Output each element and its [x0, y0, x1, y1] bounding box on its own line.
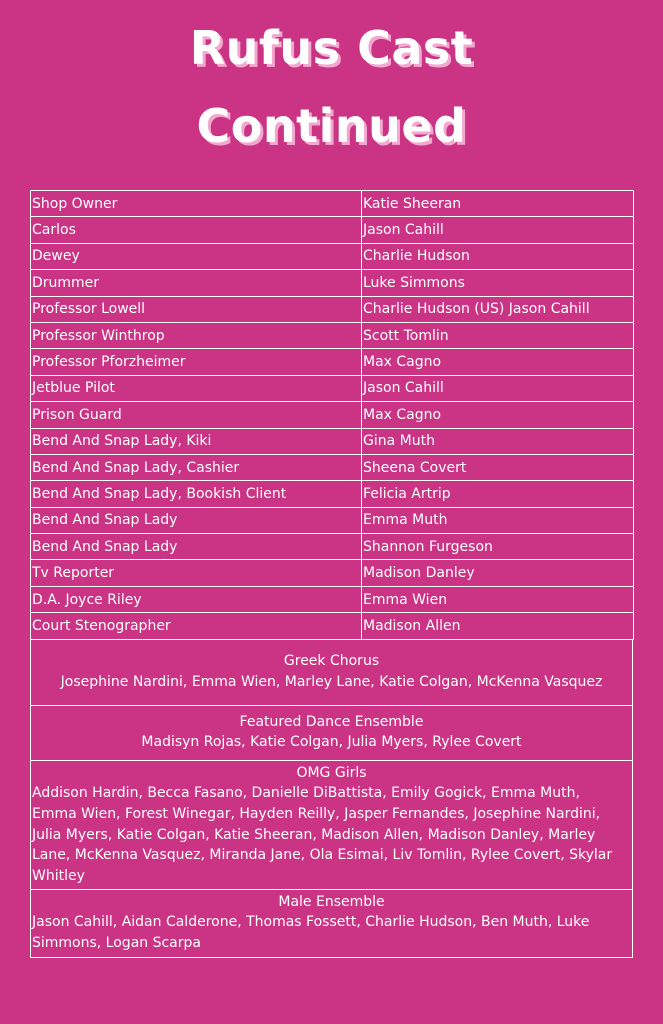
cast-row — [31, 534, 634, 560]
featured-dance-ensemble-names: Madisyn Rojas, Katie Colgan, Julia Myers, Rylee Covert — [141, 734, 522, 750]
actor-cell: Emma Wien — [362, 586, 634, 612]
actor-cell: Max Cagno — [362, 349, 634, 375]
cast-row — [31, 243, 634, 269]
role-cell: Bend And Snap Lady — [31, 534, 362, 560]
cast-row — [31, 270, 634, 296]
role-cell: D.A. Joyce Riley — [31, 586, 362, 612]
actor-cell: Katie Sheeran — [362, 191, 634, 217]
male-ensemble-names-line: Jason Cahill, Aidan Calderone, Thomas Fossett, Charlie Hudson, Ben Muth, Luke — [32, 914, 590, 930]
actor-cell: Jason Cahill — [362, 217, 634, 243]
role-cell: Court Stenographer — [31, 613, 362, 639]
page-title-line-1: Rufus Cast — [189, 21, 474, 75]
cast-table — [30, 190, 634, 640]
omg-girls-names-line: Whitley — [32, 868, 85, 885]
role-cell: Bend And Snap Lady — [31, 507, 362, 533]
cast-row — [31, 322, 634, 348]
role-cell: Professor Lowell — [31, 296, 362, 322]
male-ensemble-box — [30, 889, 633, 958]
male-ensemble-title: Male Ensemble — [278, 894, 385, 910]
cast-row — [31, 296, 634, 322]
role-cell: Bend And Snap Lady, Kiki — [31, 428, 362, 454]
omg-girls-box — [30, 760, 633, 890]
actor-cell: Shannon Furgeson — [362, 534, 634, 560]
actor-cell: Sheena Covert — [362, 454, 634, 480]
omg-girls-names-line: Lane, McKenna Vasquez, Miranda Jane, Ola Esimai, Liv Tomlin, Rylee Covert, Skylar — [32, 847, 613, 864]
cast-row — [31, 507, 634, 533]
cast-row — [31, 375, 634, 401]
omg-girls-title: OMG Girls — [296, 765, 367, 781]
actor-cell: Emma Muth — [362, 507, 634, 533]
cast-row — [31, 613, 634, 639]
role-cell: Bend And Snap Lady, Cashier — [31, 454, 362, 480]
greek-chorus-box — [30, 639, 633, 706]
role-cell: Dewey — [31, 243, 362, 269]
cast-row — [31, 191, 634, 217]
actor-cell: Charlie Hudson — [362, 243, 634, 269]
role-cell: Drummer — [31, 270, 362, 296]
actor-cell: Charlie Hudson (US) Jason Cahill — [362, 296, 634, 322]
role-cell: Bend And Snap Lady, Bookish Client — [31, 481, 362, 507]
cast-row — [31, 428, 634, 454]
male-ensemble-names-line: Simmons, Logan Scarpa — [32, 934, 201, 951]
cast-row — [31, 402, 634, 428]
greek-chorus-title: Greek Chorus — [283, 653, 380, 669]
omg-girls-names-line: Addison Hardin, Becca Fasano, Danielle DiBattista, Emily Gogick, Emma Muth, — [32, 785, 580, 801]
actor-cell: Gina Muth — [362, 428, 634, 454]
cast-table-body — [31, 191, 634, 640]
cast-row — [31, 349, 634, 375]
omg-girls-names-line: Julia Myers, Katie Colgan, Katie Sheeran, Madison Allen, Madison Danley, Marley — [32, 826, 596, 843]
actor-cell: Scott Tomlin — [362, 322, 634, 348]
greek-chorus-names: Josephine Nardini, Emma Wien, Marley Lane, Katie Colgan, McKenna Vasquez — [60, 674, 603, 690]
role-cell: Tv Reporter — [31, 560, 362, 586]
role-cell: Professor Winthrop — [31, 322, 362, 348]
actor-cell: Luke Simmons — [362, 270, 634, 296]
actor-cell: Felicia Artrip — [362, 481, 634, 507]
role-cell: Jetblue Pilot — [31, 375, 362, 401]
role-cell: Shop Owner — [31, 191, 362, 217]
cast-row — [31, 217, 634, 243]
featured-dance-ensemble-title: Featured Dance Ensemble — [239, 714, 424, 730]
cast-row — [31, 586, 634, 612]
actor-cell: Madison Allen — [362, 613, 634, 639]
omg-girls-names-line: Emma Wien, Forest Winegar, Hayden Reilly, Jasper Fernandes, Josephine Nardini, — [32, 805, 601, 822]
actor-cell: Jason Cahill — [362, 375, 634, 401]
cast-row — [31, 481, 634, 507]
role-cell: Professor Pforzheimer — [31, 349, 362, 375]
actor-cell: Max Cagno — [362, 402, 634, 428]
page-title-line-2: Continued — [196, 99, 467, 153]
featured-dance-ensemble-box — [30, 705, 633, 761]
role-cell: Carlos — [31, 217, 362, 243]
cast-row — [31, 454, 634, 480]
cast-row — [31, 560, 634, 586]
role-cell: Prison Guard — [31, 402, 362, 428]
actor-cell: Madison Danley — [362, 560, 634, 586]
